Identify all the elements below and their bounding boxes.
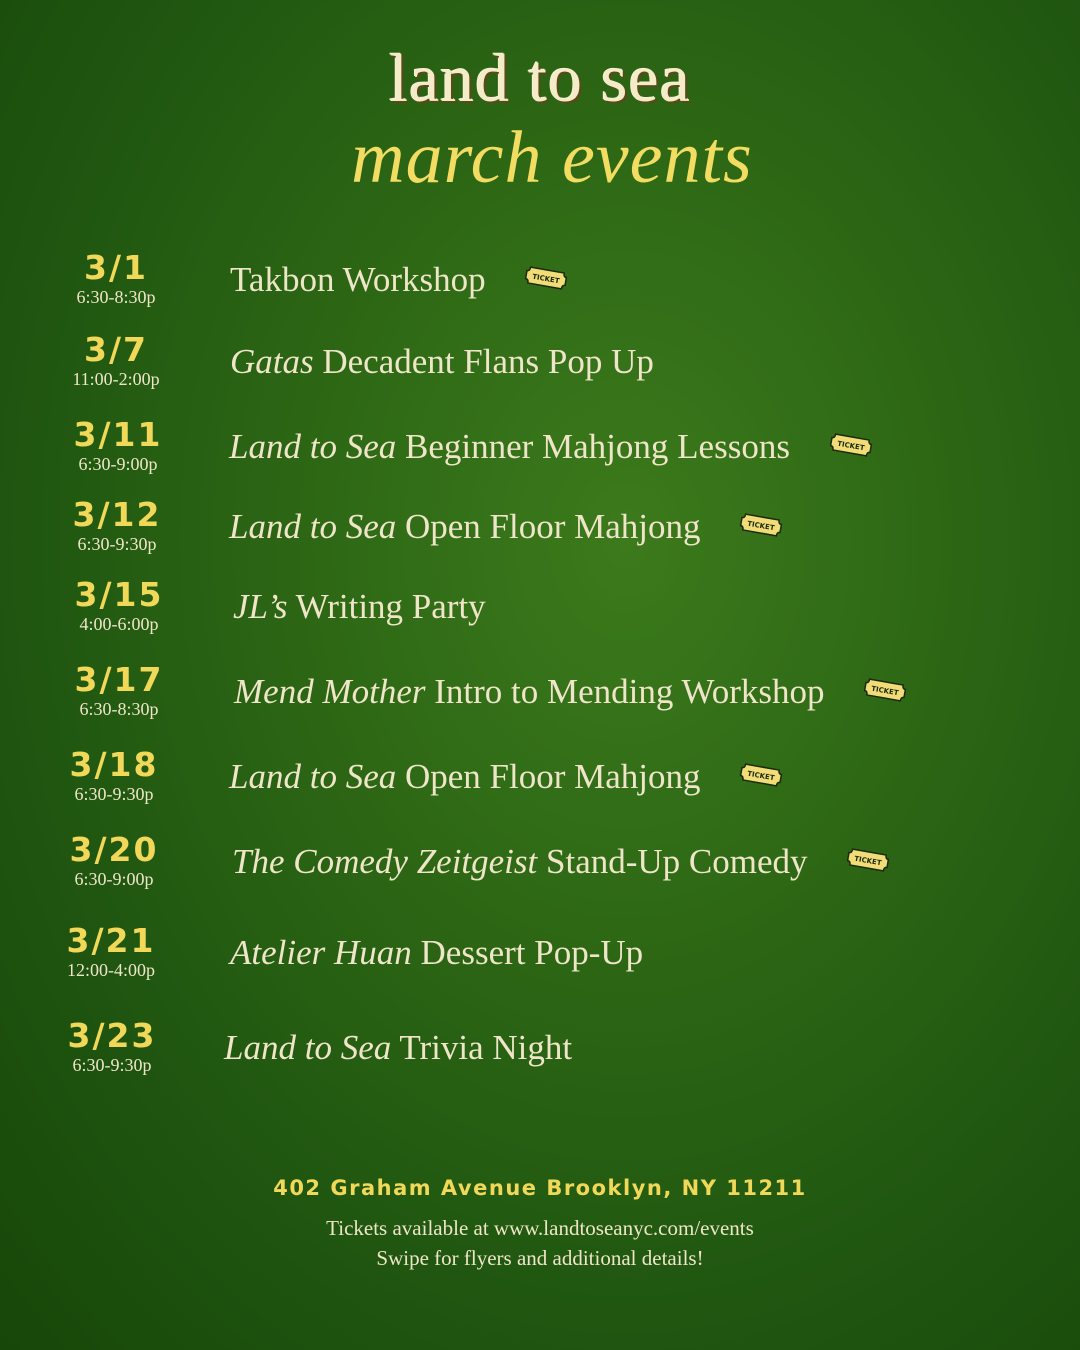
ticket-icon[interactable] xyxy=(846,839,890,883)
event-row-3-23 xyxy=(0,1018,1080,1098)
event-date: 3/7 xyxy=(84,330,148,369)
event-row-3-21 xyxy=(0,923,1080,1003)
event-title-rest: Takbon Workshop xyxy=(230,260,486,299)
event-time: 6:30-8:30p xyxy=(79,699,159,719)
event-title-rest: Intro to Mending Workshop xyxy=(425,672,825,711)
event-title-italic: Land to Sea xyxy=(229,507,397,546)
event-title xyxy=(230,931,643,975)
event-date: 3/20 xyxy=(69,830,159,869)
event-date: 3/12 xyxy=(72,495,162,534)
event-title-rest: Writing Party xyxy=(287,587,486,626)
venue-address: 402 Graham Avenue Brooklyn, NY 11211 xyxy=(273,1176,807,1200)
event-time: 6:30-8:30p xyxy=(76,287,156,307)
event-title-rest: Open Floor Mahjong xyxy=(396,757,701,796)
event-title-rest: Decadent Flans Pop Up xyxy=(313,342,654,381)
ticket-icon[interactable] xyxy=(524,257,568,301)
ticket-label: TICKET xyxy=(746,769,776,783)
ticket-label: TICKET xyxy=(746,519,776,533)
event-row-3-11 xyxy=(0,417,1080,497)
event-time: 6:30-9:30p xyxy=(77,534,157,554)
event-title xyxy=(234,670,907,717)
page-subtitle: march events xyxy=(351,117,753,199)
event-title-italic: Land to Sea xyxy=(224,1028,392,1067)
event-date: 3/17 xyxy=(74,660,164,699)
ticket-icon[interactable] xyxy=(739,754,783,798)
event-date: 3/23 xyxy=(67,1016,157,1055)
ticket-label: TICKET xyxy=(870,684,900,698)
event-title xyxy=(230,258,568,305)
event-row-3-18 xyxy=(0,747,1080,827)
event-time: 6:30-9:30p xyxy=(72,1055,152,1075)
event-date: 3/1 xyxy=(84,248,148,287)
event-date: 3/21 xyxy=(66,921,156,960)
event-title-rest: Beginner Mahjong Lessons xyxy=(396,427,790,466)
event-row-3-1 xyxy=(0,250,1080,330)
event-row-3-15 xyxy=(0,577,1080,657)
event-title xyxy=(232,840,890,887)
event-row-3-12 xyxy=(0,497,1080,577)
event-time: 11:00-2:00p xyxy=(72,369,160,389)
event-title-italic: Mend Mother xyxy=(234,672,426,711)
event-row-3-17 xyxy=(0,662,1080,742)
tickets-note: Tickets available at www.landtoseanyc.com/events xyxy=(326,1216,754,1240)
event-title xyxy=(230,340,654,384)
ticket-label: TICKET xyxy=(853,854,883,868)
event-title-rest: Trivia Night xyxy=(391,1028,573,1067)
event-title xyxy=(229,505,783,552)
event-date: 3/18 xyxy=(69,745,159,784)
event-time: 6:30-9:30p xyxy=(74,784,154,804)
event-row-3-20 xyxy=(0,832,1080,912)
event-title xyxy=(229,425,873,472)
ticket-icon[interactable] xyxy=(829,424,873,468)
event-time: 4:00-6:00p xyxy=(79,614,159,634)
event-title-rest: Dessert Pop-Up xyxy=(411,933,644,972)
event-date: 3/11 xyxy=(73,415,163,454)
ticket-label: TICKET xyxy=(836,439,865,453)
event-title-italic: Land to Sea xyxy=(229,757,397,796)
event-row-3-7 xyxy=(0,332,1080,412)
brand-title: land to sea xyxy=(389,40,691,116)
event-title-italic: Atelier Huan xyxy=(230,933,412,972)
event-title-italic: The Comedy Zeitgeist xyxy=(232,842,538,881)
swipe-note: Swipe for flyers and additional details! xyxy=(376,1246,704,1270)
event-title-italic: Gatas xyxy=(230,342,314,381)
event-title xyxy=(224,1026,572,1070)
header xyxy=(0,38,1080,199)
event-title-rest: Open Floor Mahjong xyxy=(396,507,701,546)
event-title-italic: Land to Sea xyxy=(229,427,397,466)
event-time: 6:30-9:00p xyxy=(74,869,154,889)
event-title-rest: Stand-Up Comedy xyxy=(537,842,808,881)
event-time: 6:30-9:00p xyxy=(78,454,158,474)
event-time: 12:00-4:00p xyxy=(67,960,155,980)
event-title xyxy=(229,755,783,802)
ticket-icon[interactable] xyxy=(739,504,783,548)
ticket-icon[interactable] xyxy=(863,669,907,713)
event-title xyxy=(233,585,486,629)
ticket-label: TICKET xyxy=(531,272,561,286)
event-title-italic: JL’s xyxy=(233,587,288,626)
event-date: 3/15 xyxy=(74,575,164,614)
